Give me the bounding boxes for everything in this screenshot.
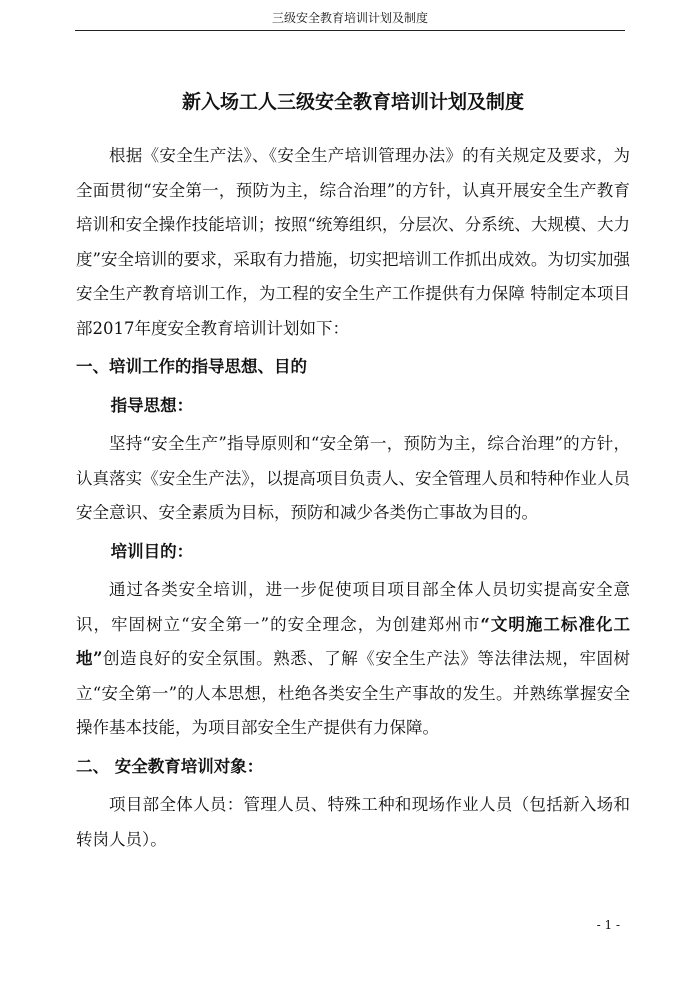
training-target-paragraph: 项目部全体人员：管理人员、特殊工种和现场作业人员（包括新入场和转岗人员）。: [76, 795, 630, 849]
guiding-thought-label: 指导思想：: [110, 395, 194, 415]
section-2-heading: 二、 安全教育培训对象：: [76, 756, 264, 776]
page-number: - 1 -: [596, 918, 620, 932]
training-purpose-paragraph: [76, 573, 630, 746]
training-purpose-label: 培训目的：: [110, 541, 194, 561]
document-title: 新入场工人三级安全教育培训计划及制度: [181, 91, 524, 113]
guiding-thought-paragraph: 坚持“安全生产”指导原则和“安全第一，预防为主，综合治理”的方针，认真落实《安全生产法》，以提高项目负责人、安全管理人员和特种作业人员安全意识、安全素质为目标，预防和减少各类伤亡事故为目的。: [76, 434, 630, 522]
section-1-heading: 一、培训工作的指导思想、目的: [76, 357, 307, 376]
page-header: 三级安全教育培训计划及制度: [75, 8, 625, 31]
document-body: [76, 88, 630, 857]
purpose-text-part-2: 创造良好的安全氛围。熟悉、了解《安全生产法》等法律法规，牢固树立“安全第一”的人本思想，杜绝各类安全生产事故的发生。并熟练掌握安全操作基本技能，为项目部安全生产提供有力保障。: [76, 649, 630, 737]
purpose-text-part-1: 通过各类安全培训，进一步促使项目项目部全体人员切实提高安全意识，牢固树立“安全第一”的安全理念，为创建郑州市: [76, 580, 630, 634]
intro-paragraph: 根据《安全生产法》、《安全生产培训管理办法》的有关规定及要求，为全面贯彻“安全第一，预防为主，综合治理”的方针，认真开展安全生产教育培训和安全操作技能培训；按照“统筹组织，分层次、分系统、大规模、大力度”安全培训的要求，采取有力措施，切实把培训工作抓出成效。为切实加强安全生产教育培训工作，为工程的安全生产工作提供有力保障 特制定本项目部2017年度安全教育培训计划如下：: [76, 146, 630, 338]
purpose-highlight-text: “文明施工标准化工地”: [76, 614, 630, 668]
